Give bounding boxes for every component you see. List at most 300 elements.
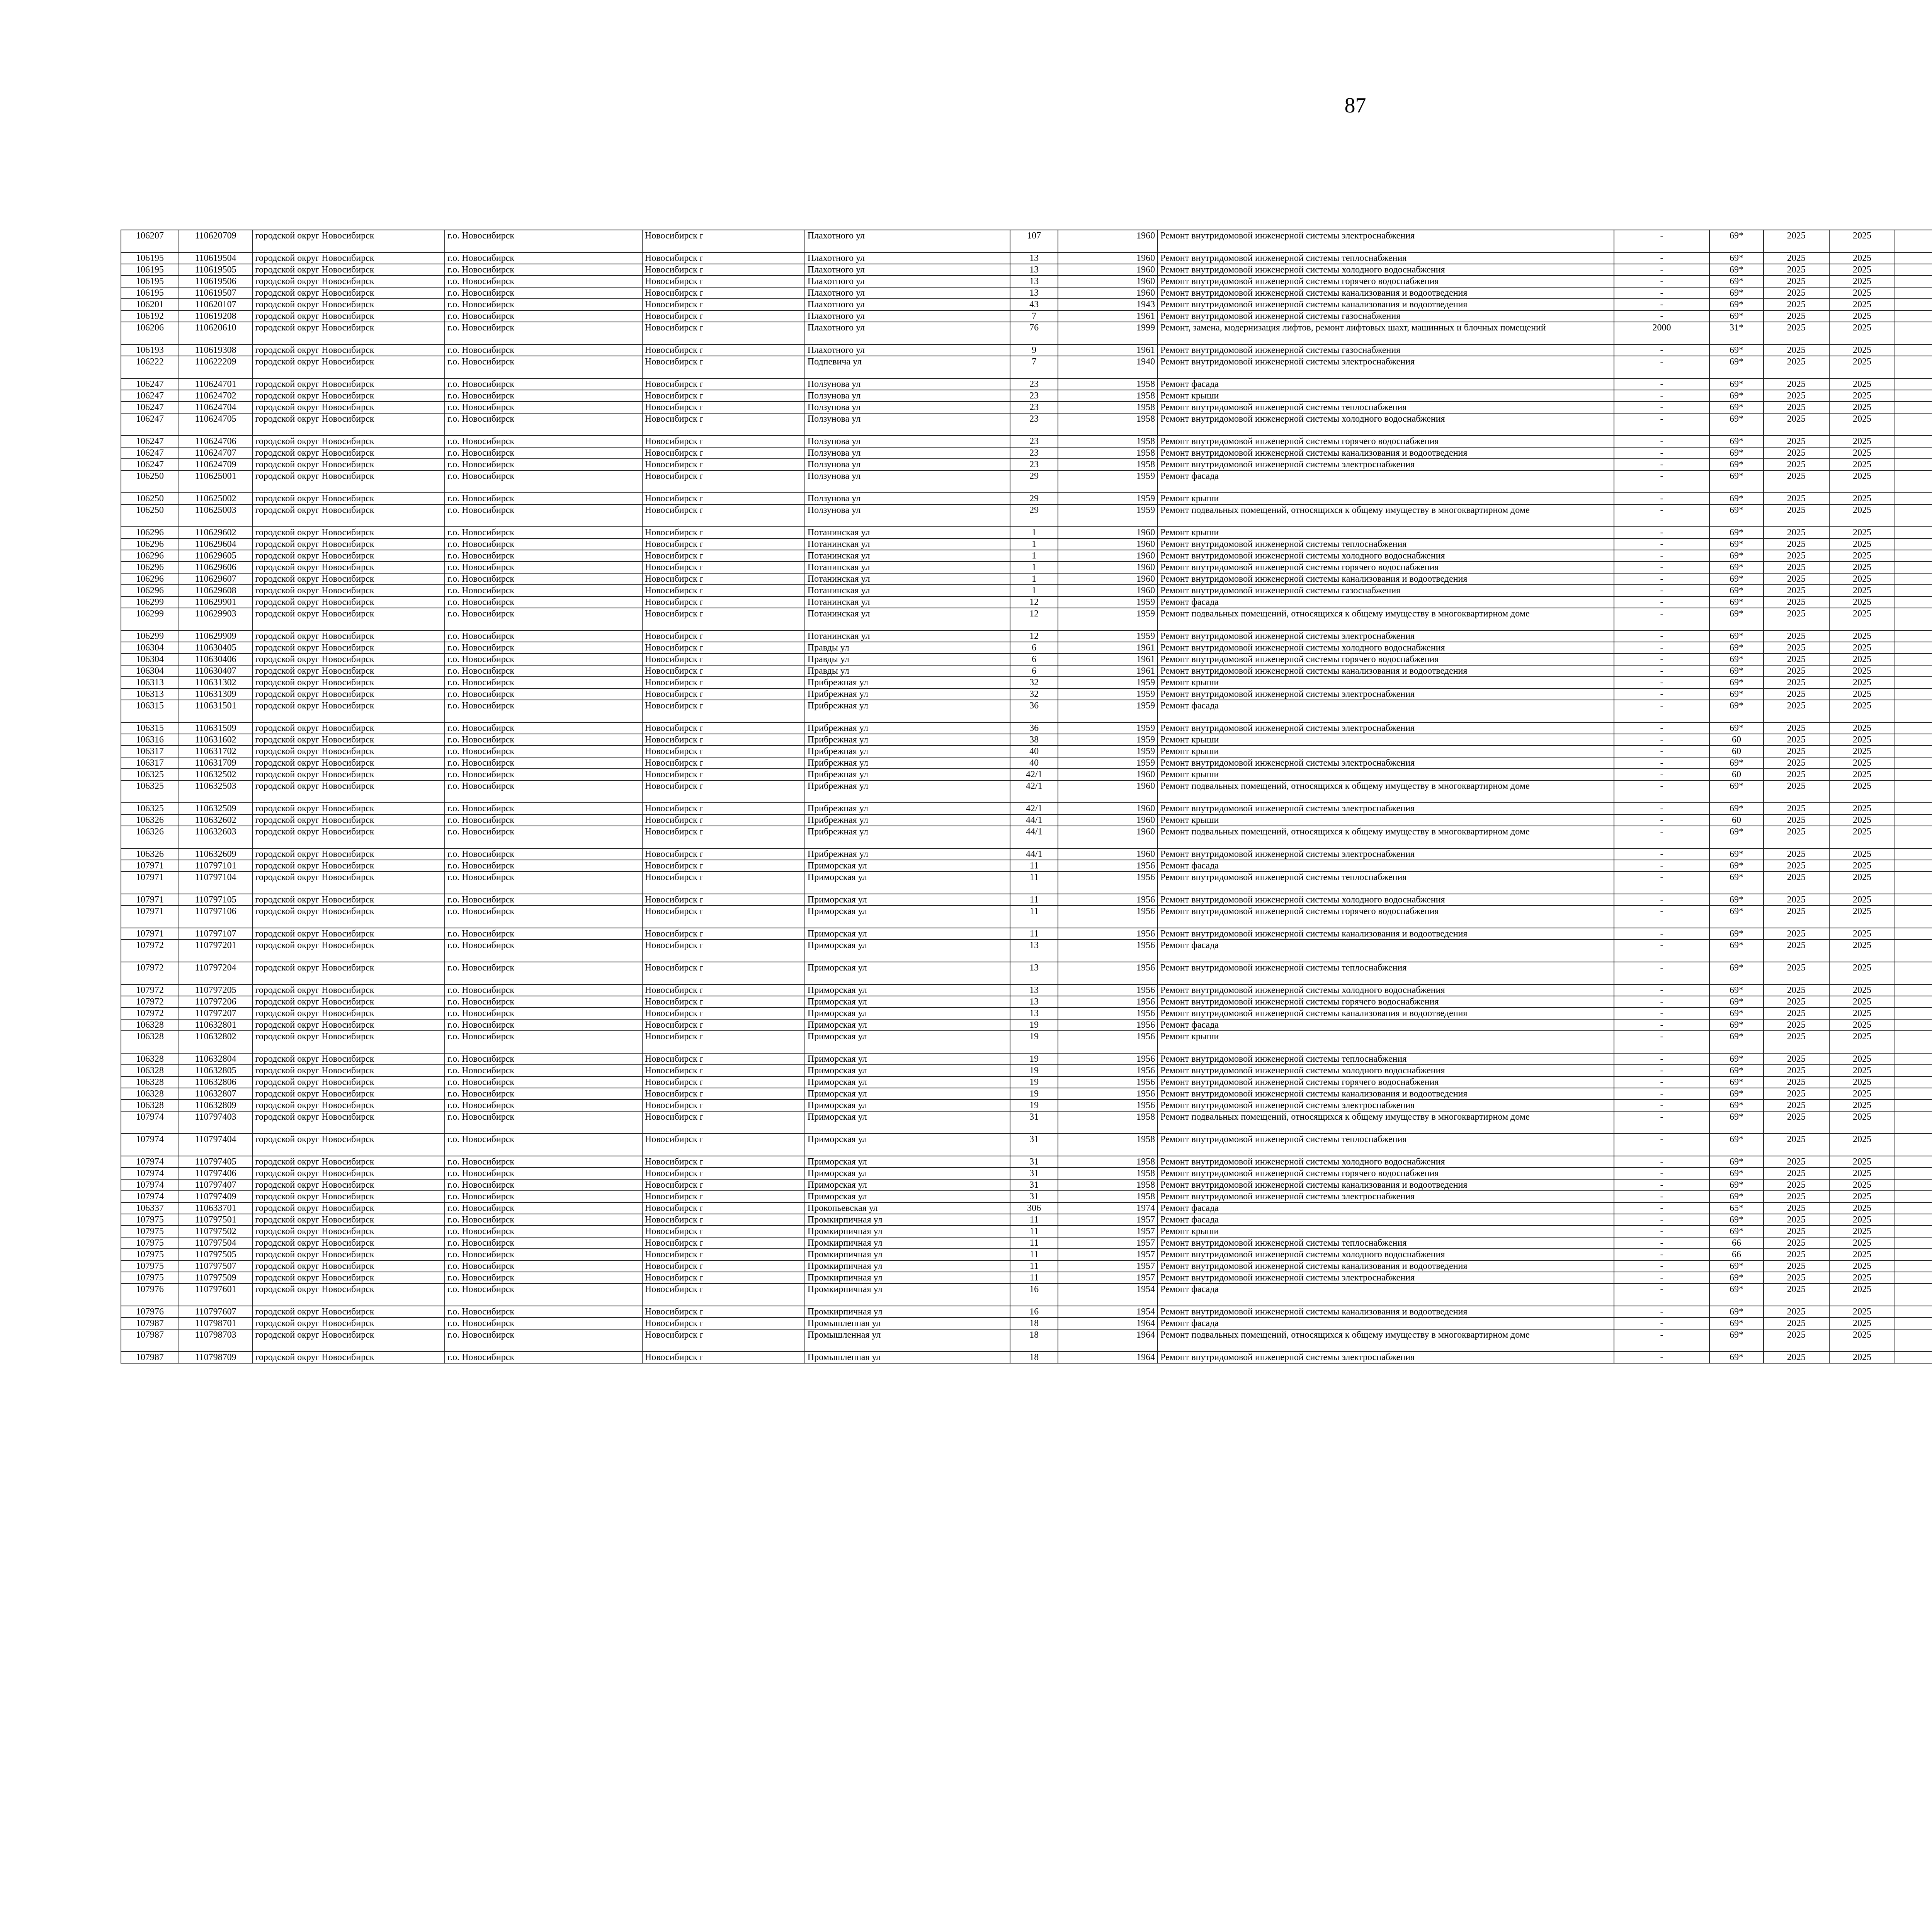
end-year-cell: 2025: [1829, 470, 1895, 493]
urban-district-cell: г.о. Новосибирск: [445, 608, 642, 630]
lift-year-cell: -: [1614, 504, 1710, 527]
work-code-cell: 110797601: [179, 1284, 253, 1306]
table-row: [121, 665, 1932, 677]
table-row: [121, 722, 1932, 734]
start-year-cell: 2025: [1764, 596, 1829, 608]
urban-district-cell: г.о. Новосибирск: [445, 688, 642, 700]
city-cell: Новосибирск г: [642, 562, 805, 573]
end-year-cell: 2025: [1829, 276, 1895, 287]
table-row: [121, 1214, 1932, 1226]
house-number-cell: 1: [1010, 585, 1058, 596]
house-number-cell: 29: [1010, 493, 1058, 504]
total-cost-cell: [1895, 1019, 1932, 1031]
city-cell: Новосибирск г: [642, 459, 805, 470]
end-year-cell: 2025: [1829, 894, 1895, 906]
house-number-cell: 13: [1010, 996, 1058, 1008]
urban-district-cell: г.о. Новосибирск: [445, 654, 642, 665]
municipal-okrug-cell: городской округ Новосибирск: [253, 322, 445, 344]
row-id-cell: 107971: [121, 860, 179, 872]
end-year-cell: 2025: [1829, 826, 1895, 848]
row-id-cell: 107974: [121, 1111, 179, 1134]
lift-year-cell: -: [1614, 677, 1710, 688]
work-code-cell: 110797106: [179, 906, 253, 928]
row-id-cell: 106325: [121, 780, 179, 803]
work-code-cell: 110625001: [179, 470, 253, 493]
build-year-cell: 1957: [1058, 1249, 1158, 1260]
total-cost-cell: [1895, 642, 1932, 654]
urban-district-cell: г.о. Новосибирск: [445, 299, 642, 310]
total-cost-cell: [1895, 562, 1932, 573]
urban-district-cell: г.о. Новосибирск: [445, 493, 642, 504]
urban-district-cell: г.о. Новосибирск: [445, 1008, 642, 1019]
lift-year-cell: -: [1614, 527, 1710, 538]
municipal-okrug-cell: городской округ Новосибирск: [253, 1329, 445, 1352]
start-year-cell: 2025: [1764, 677, 1829, 688]
city-cell: Новосибирск г: [642, 677, 805, 688]
end-year-cell: 2025: [1829, 1156, 1895, 1168]
wear-norm-cell: 69*: [1709, 276, 1763, 287]
row-id-cell: 106299: [121, 596, 179, 608]
end-year-cell: 2025: [1829, 1111, 1895, 1134]
start-year-cell: 2025: [1764, 1076, 1829, 1088]
start-year-cell: 2025: [1764, 608, 1829, 630]
work-type-cell: Ремонт фасада: [1158, 1284, 1614, 1306]
work-code-cell: 110619308: [179, 344, 253, 356]
lift-year-cell: -: [1614, 413, 1710, 436]
start-year-cell: 2025: [1764, 276, 1829, 287]
end-year-cell: 2025: [1829, 848, 1895, 860]
build-year-cell: 1956: [1058, 1019, 1158, 1031]
start-year-cell: 2025: [1764, 1065, 1829, 1076]
city-cell: Новосибирск г: [642, 1100, 805, 1111]
work-type-cell: Ремонт внутридомовой инженерной системы канализования и водоотведения: [1158, 1008, 1614, 1019]
house-number-cell: 7: [1010, 356, 1058, 378]
work-code-cell: 110620107: [179, 299, 253, 310]
municipal-okrug-cell: городской округ Новосибирск: [253, 550, 445, 562]
work-type-cell: Ремонт внутридомовой инженерной системы канализования и водоотведения: [1158, 1306, 1614, 1318]
work-code-cell: 110622209: [179, 356, 253, 378]
work-type-cell: Ремонт внутридомовой инженерной системы холодного водоснабжения: [1158, 1156, 1614, 1168]
build-year-cell: 1964: [1058, 1318, 1158, 1329]
city-cell: Новосибирск г: [642, 252, 805, 264]
build-year-cell: 1958: [1058, 436, 1158, 447]
row-id-cell: 106316: [121, 734, 179, 746]
work-type-cell: Ремонт фасада: [1158, 470, 1614, 493]
city-cell: Новосибирск г: [642, 596, 805, 608]
table-row: [121, 940, 1932, 962]
municipal-okrug-cell: городской округ Новосибирск: [253, 746, 445, 757]
work-type-cell: Ремонт крыши: [1158, 814, 1614, 826]
municipal-okrug-cell: городской округ Новосибирск: [253, 872, 445, 894]
house-number-cell: 31: [1010, 1156, 1058, 1168]
lift-year-cell: -: [1614, 928, 1710, 940]
street-cell: Правды ул: [805, 665, 1010, 677]
city-cell: Новосибирск г: [642, 550, 805, 562]
build-year-cell: 1954: [1058, 1284, 1158, 1306]
municipal-okrug-cell: городской округ Новосибирск: [253, 436, 445, 447]
end-year-cell: 2025: [1829, 1168, 1895, 1179]
table-row: [121, 1237, 1932, 1249]
start-year-cell: 2025: [1764, 1272, 1829, 1284]
end-year-cell: 2025: [1829, 493, 1895, 504]
build-year-cell: 1958: [1058, 1168, 1158, 1179]
work-code-cell: 110631309: [179, 688, 253, 700]
urban-district-cell: г.о. Новосибирск: [445, 276, 642, 287]
urban-district-cell: г.о. Новосибирск: [445, 1306, 642, 1318]
wear-norm-cell: 69*: [1709, 264, 1763, 276]
start-year-cell: 2025: [1764, 1318, 1829, 1329]
row-id-cell: 106247: [121, 436, 179, 447]
lift-year-cell: -: [1614, 470, 1710, 493]
house-number-cell: 44/1: [1010, 814, 1058, 826]
city-cell: Новосибирск г: [642, 527, 805, 538]
house-number-cell: 13: [1010, 264, 1058, 276]
end-year-cell: 2025: [1829, 1008, 1895, 1019]
total-cost-cell: [1895, 996, 1932, 1008]
row-id-cell: 106250: [121, 504, 179, 527]
row-id-cell: 106247: [121, 390, 179, 402]
table-row: [121, 826, 1932, 848]
work-type-cell: Ремонт внутридомовой инженерной системы холодного водоснабжения: [1158, 413, 1614, 436]
wear-norm-cell: 69*: [1709, 630, 1763, 642]
total-cost-cell: [1895, 344, 1932, 356]
lift-year-cell: -: [1614, 654, 1710, 665]
end-year-cell: 2025: [1829, 436, 1895, 447]
build-year-cell: 1956: [1058, 1065, 1158, 1076]
municipal-okrug-cell: городской округ Новосибирск: [253, 848, 445, 860]
start-year-cell: 2025: [1764, 299, 1829, 310]
municipal-okrug-cell: городской округ Новосибирск: [253, 826, 445, 848]
start-year-cell: 2025: [1764, 700, 1829, 722]
build-year-cell: 1960: [1058, 848, 1158, 860]
city-cell: Новосибирск г: [642, 769, 805, 780]
work-type-cell: Ремонт фасада: [1158, 1019, 1614, 1031]
wear-norm-cell: 69*: [1709, 848, 1763, 860]
wear-norm-cell: 69*: [1709, 1076, 1763, 1088]
city-cell: Новосибирск г: [642, 1053, 805, 1065]
end-year-cell: 2025: [1829, 928, 1895, 940]
street-cell: Прибрежная ул: [805, 757, 1010, 769]
start-year-cell: 2025: [1764, 1226, 1829, 1237]
lift-year-cell: -: [1614, 642, 1710, 654]
urban-district-cell: г.о. Новосибирск: [445, 746, 642, 757]
urban-district-cell: г.о. Новосибирск: [445, 1156, 642, 1168]
end-year-cell: 2025: [1829, 746, 1895, 757]
build-year-cell: 1960: [1058, 780, 1158, 803]
municipal-okrug-cell: городской округ Новосибирск: [253, 276, 445, 287]
table-row: [121, 252, 1932, 264]
total-cost-cell: [1895, 1111, 1932, 1134]
lift-year-cell: -: [1614, 1134, 1710, 1156]
start-year-cell: 2025: [1764, 940, 1829, 962]
work-code-cell: 110619504: [179, 252, 253, 264]
row-id-cell: 106195: [121, 252, 179, 264]
work-type-cell: Ремонт внутридомовой инженерной системы теплоснабжения: [1158, 1134, 1614, 1156]
row-id-cell: 107972: [121, 996, 179, 1008]
total-cost-cell: [1895, 722, 1932, 734]
city-cell: Новосибирск г: [642, 722, 805, 734]
table-row: [121, 894, 1932, 906]
wear-norm-cell: 69*: [1709, 230, 1763, 252]
lift-year-cell: -: [1614, 1179, 1710, 1191]
urban-district-cell: г.о. Новосибирск: [445, 447, 642, 459]
lift-year-cell: -: [1614, 276, 1710, 287]
city-cell: Новосибирск г: [642, 1318, 805, 1329]
lift-year-cell: -: [1614, 252, 1710, 264]
municipal-okrug-cell: городской округ Новосибирск: [253, 596, 445, 608]
wear-norm-cell: 69*: [1709, 1226, 1763, 1237]
table-row: [121, 1156, 1932, 1168]
work-code-cell: 110624709: [179, 459, 253, 470]
street-cell: Плахотного ул: [805, 252, 1010, 264]
build-year-cell: 1959: [1058, 493, 1158, 504]
row-id-cell: 106317: [121, 746, 179, 757]
total-cost-cell: [1895, 276, 1932, 287]
work-code-cell: 110624706: [179, 436, 253, 447]
street-cell: Прибрежная ул: [805, 814, 1010, 826]
start-year-cell: 2025: [1764, 252, 1829, 264]
work-type-cell: Ремонт внутридомовой инженерной системы электроснабжения: [1158, 459, 1614, 470]
start-year-cell: 2025: [1764, 562, 1829, 573]
city-cell: Новосибирск г: [642, 1134, 805, 1156]
total-cost-cell: [1895, 1053, 1932, 1065]
wear-norm-cell: 69*: [1709, 1272, 1763, 1284]
urban-district-cell: г.о. Новосибирск: [445, 962, 642, 984]
work-type-cell: Ремонт подвальных помещений, относящихся к общему имуществу в многоквартирном доме: [1158, 608, 1614, 630]
row-id-cell: 107974: [121, 1191, 179, 1202]
total-cost-cell: [1895, 860, 1932, 872]
lift-year-cell: -: [1614, 1260, 1710, 1272]
work-type-cell: Ремонт подвальных помещений, относящихся к общему имуществу в многоквартирном доме: [1158, 826, 1614, 848]
wear-norm-cell: 69*: [1709, 642, 1763, 654]
work-type-cell: Ремонт внутридомовой инженерной системы электроснабжения: [1158, 1272, 1614, 1284]
lift-year-cell: -: [1614, 585, 1710, 596]
end-year-cell: 2025: [1829, 1065, 1895, 1076]
work-code-cell: 110632603: [179, 826, 253, 848]
city-cell: Новосибирск г: [642, 1065, 805, 1076]
work-type-cell: Ремонт внутридомовой инженерной системы теплоснабжения: [1158, 1237, 1614, 1249]
work-type-cell: Ремонт фасада: [1158, 1214, 1614, 1226]
total-cost-cell: [1895, 470, 1932, 493]
municipal-okrug-cell: городской округ Новосибирск: [253, 573, 445, 585]
city-cell: Новосибирск г: [642, 848, 805, 860]
street-cell: Приморская ул: [805, 1191, 1010, 1202]
work-type-cell: Ремонт крыши: [1158, 390, 1614, 402]
lift-year-cell: -: [1614, 1272, 1710, 1284]
start-year-cell: 2025: [1764, 413, 1829, 436]
build-year-cell: 1960: [1058, 527, 1158, 538]
total-cost-cell: [1895, 264, 1932, 276]
house-number-cell: 13: [1010, 287, 1058, 299]
city-cell: Новосибирск г: [642, 1214, 805, 1226]
wear-norm-cell: 69*: [1709, 538, 1763, 550]
street-cell: Приморская ул: [805, 984, 1010, 996]
house-number-cell: 23: [1010, 459, 1058, 470]
work-code-cell: 110797502: [179, 1226, 253, 1237]
city-cell: Новосибирск г: [642, 872, 805, 894]
work-code-cell: 110629608: [179, 585, 253, 596]
house-number-cell: 38: [1010, 734, 1058, 746]
start-year-cell: 2025: [1764, 1179, 1829, 1191]
street-cell: Прибрежная ул: [805, 722, 1010, 734]
urban-district-cell: г.о. Новосибирск: [445, 848, 642, 860]
street-cell: Прибрежная ул: [805, 826, 1010, 848]
wear-norm-cell: 66: [1709, 1249, 1763, 1260]
lift-year-cell: -: [1614, 872, 1710, 894]
street-cell: Приморская ул: [805, 962, 1010, 984]
wear-norm-cell: 69*: [1709, 1284, 1763, 1306]
work-code-cell: 110797409: [179, 1191, 253, 1202]
row-id-cell: 106313: [121, 677, 179, 688]
urban-district-cell: г.о. Новосибирск: [445, 573, 642, 585]
wear-norm-cell: 69*: [1709, 573, 1763, 585]
total-cost-cell: [1895, 1214, 1932, 1226]
total-cost-cell: [1895, 1191, 1932, 1202]
build-year-cell: 1956: [1058, 984, 1158, 996]
wear-norm-cell: 69*: [1709, 436, 1763, 447]
wear-norm-cell: 69*: [1709, 344, 1763, 356]
work-code-cell: 110797507: [179, 1260, 253, 1272]
lift-year-cell: -: [1614, 860, 1710, 872]
lift-year-cell: -: [1614, 826, 1710, 848]
city-cell: Новосибирск г: [642, 700, 805, 722]
house-number-cell: 31: [1010, 1179, 1058, 1191]
wear-norm-cell: 69*: [1709, 780, 1763, 803]
work-type-cell: Ремонт фасада: [1158, 378, 1614, 390]
start-year-cell: 2025: [1764, 356, 1829, 378]
municipal-okrug-cell: городской округ Новосибирск: [253, 527, 445, 538]
lift-year-cell: -: [1614, 299, 1710, 310]
lift-year-cell: -: [1614, 1053, 1710, 1065]
house-number-cell: 36: [1010, 722, 1058, 734]
start-year-cell: 2025: [1764, 894, 1829, 906]
city-cell: Новосибирск г: [642, 1260, 805, 1272]
start-year-cell: 2025: [1764, 504, 1829, 527]
row-id-cell: 106299: [121, 608, 179, 630]
street-cell: Приморская ул: [805, 1168, 1010, 1179]
wear-norm-cell: 69*: [1709, 1156, 1763, 1168]
lift-year-cell: -: [1614, 1156, 1710, 1168]
city-cell: Новосибирск г: [642, 538, 805, 550]
build-year-cell: 1956: [1058, 906, 1158, 928]
end-year-cell: 2025: [1829, 527, 1895, 538]
end-year-cell: 2025: [1829, 390, 1895, 402]
house-number-cell: 18: [1010, 1318, 1058, 1329]
municipal-okrug-cell: городской округ Новосибирск: [253, 814, 445, 826]
municipal-okrug-cell: городской округ Новосибирск: [253, 230, 445, 252]
build-year-cell: 1974: [1058, 1202, 1158, 1214]
street-cell: Прибрежная ул: [805, 700, 1010, 722]
urban-district-cell: г.о. Новосибирск: [445, 757, 642, 769]
municipal-okrug-cell: городской округ Новосибирск: [253, 1065, 445, 1076]
total-cost-cell: [1895, 962, 1932, 984]
table-row: [121, 780, 1932, 803]
work-code-cell: 110631702: [179, 746, 253, 757]
house-number-cell: 11: [1010, 1226, 1058, 1237]
end-year-cell: 2025: [1829, 757, 1895, 769]
end-year-cell: 2025: [1829, 996, 1895, 1008]
wear-norm-cell: 69*: [1709, 1329, 1763, 1352]
work-code-cell: 110798709: [179, 1352, 253, 1363]
row-id-cell: 106328: [121, 1088, 179, 1100]
street-cell: Промкирпичная ул: [805, 1226, 1010, 1237]
build-year-cell: 1958: [1058, 402, 1158, 413]
work-code-cell: 110797206: [179, 996, 253, 1008]
house-number-cell: 13: [1010, 1008, 1058, 1019]
city-cell: Новосибирск г: [642, 665, 805, 677]
urban-district-cell: г.о. Новосибирск: [445, 390, 642, 402]
row-id-cell: 107974: [121, 1134, 179, 1156]
end-year-cell: 2025: [1829, 1019, 1895, 1031]
work-code-cell: 110798701: [179, 1318, 253, 1329]
street-cell: Потанинская ул: [805, 550, 1010, 562]
house-number-cell: 32: [1010, 677, 1058, 688]
city-cell: Новосибирск г: [642, 436, 805, 447]
row-id-cell: 107972: [121, 940, 179, 962]
wear-norm-cell: 69*: [1709, 470, 1763, 493]
table-row: [121, 848, 1932, 860]
total-cost-cell: [1895, 1284, 1932, 1306]
start-year-cell: 2025: [1764, 459, 1829, 470]
municipal-okrug-cell: городской округ Новосибирск: [253, 1284, 445, 1306]
wear-norm-cell: 69*: [1709, 608, 1763, 630]
street-cell: Ползунова ул: [805, 413, 1010, 436]
build-year-cell: 1960: [1058, 803, 1158, 814]
table-row: [121, 1031, 1932, 1053]
start-year-cell: 2025: [1764, 1202, 1829, 1214]
municipal-okrug-cell: городской округ Новосибирск: [253, 1272, 445, 1284]
build-year-cell: 1956: [1058, 928, 1158, 940]
municipal-okrug-cell: городской округ Новосибирск: [253, 1214, 445, 1226]
build-year-cell: 1956: [1058, 962, 1158, 984]
end-year-cell: 2025: [1829, 447, 1895, 459]
urban-district-cell: г.о. Новосибирск: [445, 1249, 642, 1260]
municipal-okrug-cell: городской округ Новосибирск: [253, 1076, 445, 1088]
work-code-cell: 110633701: [179, 1202, 253, 1214]
table-row: [121, 688, 1932, 700]
house-number-cell: 11: [1010, 1272, 1058, 1284]
city-cell: Новосибирск г: [642, 814, 805, 826]
start-year-cell: 2025: [1764, 527, 1829, 538]
lift-year-cell: -: [1614, 688, 1710, 700]
total-cost-cell: [1895, 677, 1932, 688]
wear-norm-cell: 69*: [1709, 252, 1763, 264]
house-number-cell: 13: [1010, 252, 1058, 264]
street-cell: Приморская ул: [805, 1019, 1010, 1031]
end-year-cell: 2025: [1829, 1076, 1895, 1088]
urban-district-cell: г.о. Новосибирск: [445, 996, 642, 1008]
total-cost-cell: [1895, 665, 1932, 677]
build-year-cell: 1964: [1058, 1352, 1158, 1363]
row-id-cell: 106296: [121, 585, 179, 596]
build-year-cell: 1958: [1058, 413, 1158, 436]
municipal-okrug-cell: городской округ Новосибирск: [253, 769, 445, 780]
lift-year-cell: -: [1614, 1111, 1710, 1134]
row-id-cell: 106304: [121, 642, 179, 654]
total-cost-cell: [1895, 848, 1932, 860]
city-cell: Новосибирск г: [642, 940, 805, 962]
end-year-cell: 2025: [1829, 872, 1895, 894]
municipal-okrug-cell: городской округ Новосибирск: [253, 344, 445, 356]
row-id-cell: 106250: [121, 470, 179, 493]
lift-year-cell: -: [1614, 814, 1710, 826]
work-type-cell: Ремонт фасада: [1158, 1202, 1614, 1214]
work-type-cell: Ремонт крыши: [1158, 1226, 1614, 1237]
row-id-cell: 106328: [121, 1053, 179, 1065]
wear-norm-cell: 69*: [1709, 1179, 1763, 1191]
city-cell: Новосибирск г: [642, 585, 805, 596]
start-year-cell: 2025: [1764, 1019, 1829, 1031]
